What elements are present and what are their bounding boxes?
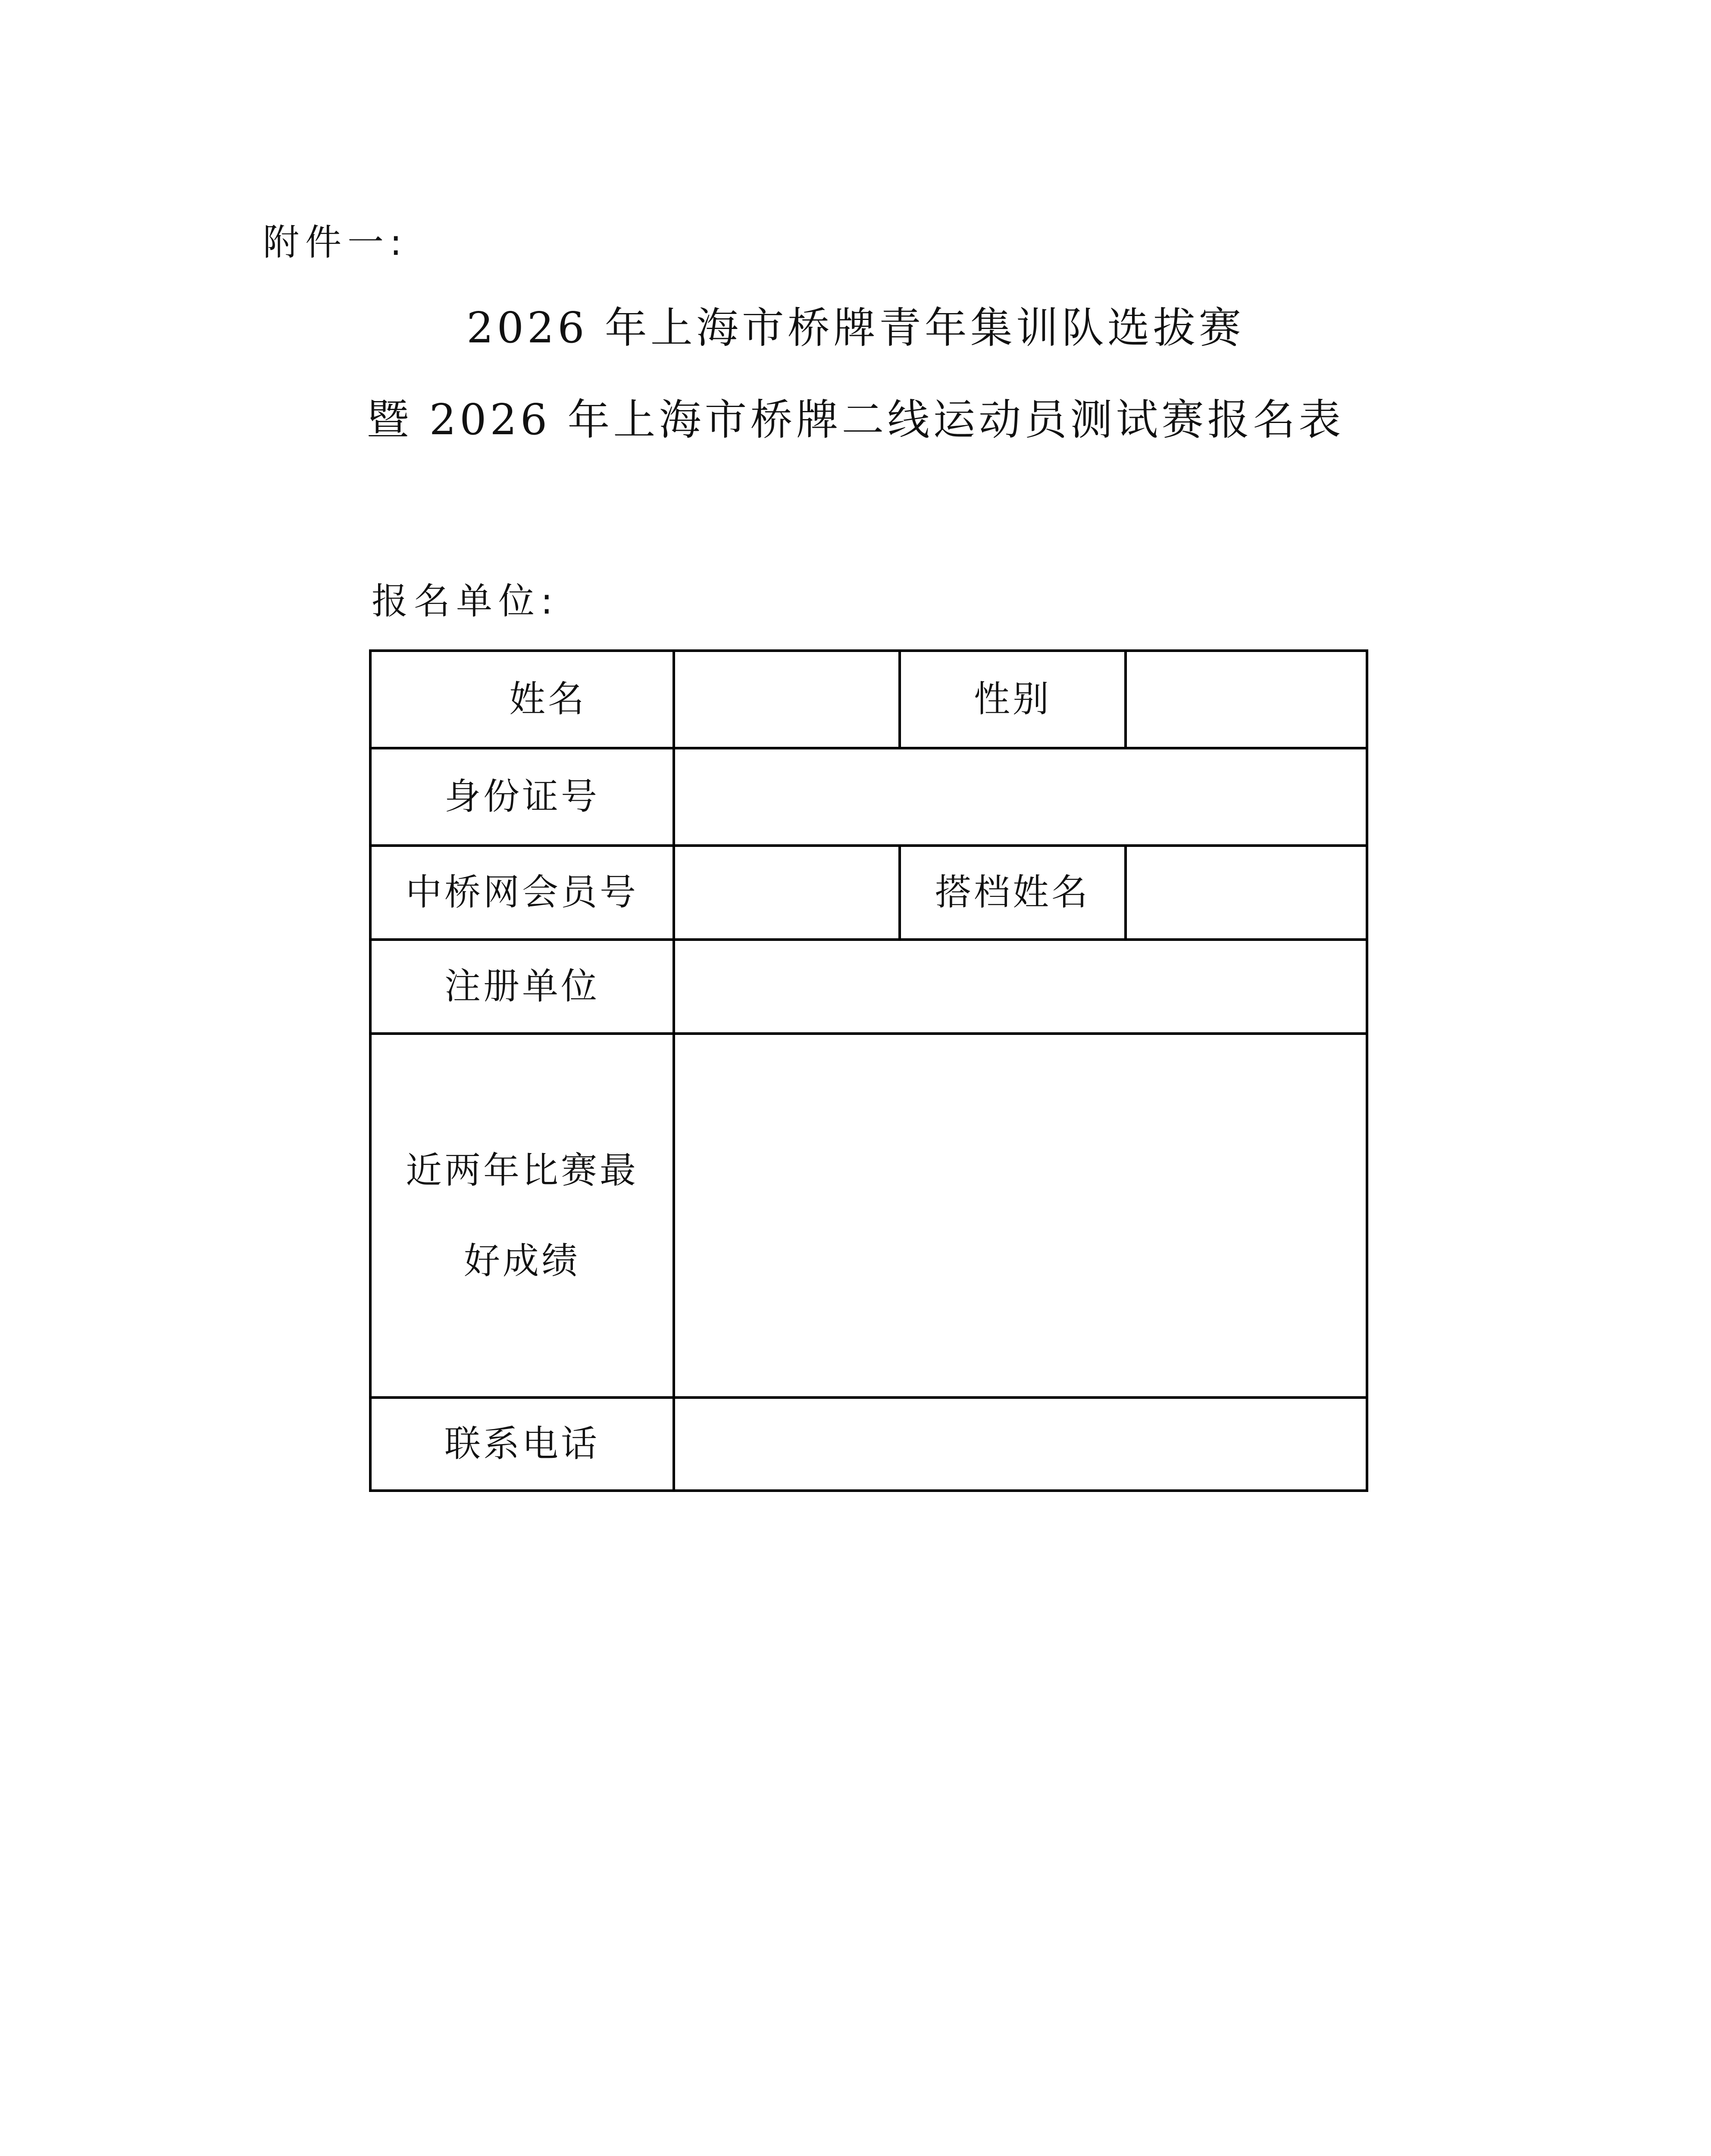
form-row-registered-unit bbox=[370, 940, 1367, 1034]
contact-phone-label: 联系电话 bbox=[370, 1398, 674, 1491]
registration-form-table bbox=[369, 649, 1368, 1492]
member-number-field[interactable] bbox=[674, 846, 900, 940]
attachment-label: 附件一: bbox=[263, 221, 408, 263]
gender-label: 性别 bbox=[900, 651, 1126, 748]
form-row-id bbox=[370, 748, 1367, 846]
form-row-name bbox=[370, 651, 1367, 748]
name-field[interactable] bbox=[674, 651, 900, 748]
registered-unit-label: 注册单位 bbox=[370, 940, 674, 1034]
id-number-field[interactable] bbox=[674, 748, 1367, 846]
best-results-field[interactable] bbox=[674, 1034, 1367, 1398]
member-number-label: 中桥网会员号 bbox=[370, 846, 674, 940]
registration-unit-label: 报名单位: bbox=[372, 580, 559, 622]
contact-phone-field[interactable] bbox=[674, 1398, 1367, 1491]
name-label: 姓名 bbox=[370, 651, 674, 748]
best-results-label-line-1: 近两年比赛最 bbox=[405, 1149, 638, 1191]
form-row-phone bbox=[370, 1398, 1367, 1491]
form-title-line-2: 暨 2026 年上海市桥牌二线运动员测试赛报名表 bbox=[366, 395, 1345, 445]
best-results-label-line-2: 好成绩 bbox=[463, 1240, 580, 1282]
id-number-label: 身份证号 bbox=[370, 748, 674, 846]
form-row-member bbox=[370, 846, 1367, 940]
partner-name-field[interactable] bbox=[1126, 846, 1367, 940]
partner-name-label: 搭档姓名 bbox=[900, 846, 1126, 940]
form-title-line-1: 2026 年上海市桥牌青年集训队选拔赛 bbox=[466, 304, 1245, 353]
best-results-label bbox=[370, 1034, 674, 1398]
form-row-best-results bbox=[370, 1034, 1367, 1398]
gender-field[interactable] bbox=[1126, 651, 1367, 748]
registered-unit-field[interactable] bbox=[674, 940, 1367, 1034]
